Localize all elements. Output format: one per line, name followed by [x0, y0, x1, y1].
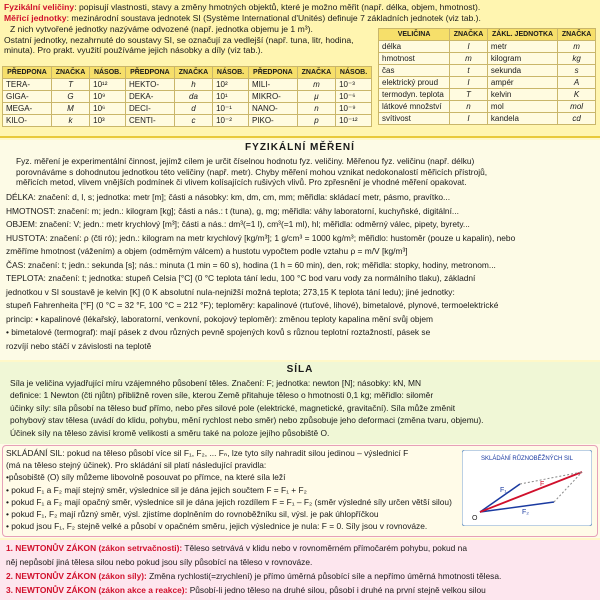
prefix-cell: NANO-: [248, 103, 297, 115]
si-col-header: ZNAČKA: [558, 29, 596, 41]
prefix-cell: h: [174, 79, 212, 91]
newton-law-name: 3. NEWTONŮV ZÁKON (zákon akce a reakce):: [6, 585, 188, 595]
si-row: [379, 113, 596, 125]
text-line: Účinek síly na těleso závisí kromě velikosti a směru také na poloze jejího působiště O.: [10, 427, 330, 438]
si-row: [379, 101, 596, 113]
text-line: princip: • kapalinové (lékařský, laboratorní, venkovní, pokojový teploměr): změnou teploty kapalina mění svůj objem: [6, 313, 434, 324]
text-line: SKLÁDÁNÍ SIL: pokud na těleso působí více sil F₁, F₂, ... Fₙ, lze tyto síly nahradit silou jedinou – výslednicí F: [6, 448, 409, 458]
text-line: účinky síly: síla působí na těleso buď přímo, nebo přes silové pole (elektrické, magnetické, gravitační). Síla může změnit: [10, 402, 456, 413]
intro-text-2: : mezinárodní soustava jednotek SI (Système International d'Unités) definuje 7 základních jednotek (viz tab.).: [66, 13, 481, 23]
text-line: pohybový stav tělesa (uvádí do klidu, pohybu, mění rychlost nebo směr) nebo způsobuje jeho deformaci (změna tvaru, objemu).: [10, 415, 484, 426]
si-cell: m: [450, 53, 488, 65]
prefix-cell: M: [51, 103, 89, 115]
parallelogram-figure: [462, 450, 592, 526]
prefix-col-header: PŘEDPONA: [3, 67, 52, 79]
newton-law-line: [6, 571, 501, 581]
prefix-cell: μ: [297, 91, 335, 103]
prefix-cell: MILI-: [248, 79, 297, 91]
si-cell: A: [558, 77, 596, 89]
prefix-cell: k: [51, 115, 89, 127]
newton-law-text: Změna rychlosti(=zrychlení) je přímo úměrná působící síle a nepřímo úměrná hmotnosti tělesa.: [149, 571, 502, 581]
si-cell: s: [558, 65, 596, 77]
prefix-cell: HEKTO-: [125, 79, 174, 91]
text-line: (má na těleso stejný účinek). Pro skládání sil platí následující pravidla:: [6, 460, 267, 471]
prefix-cell: d: [174, 103, 212, 115]
prefix-col-header: NÁSOB.: [90, 67, 126, 79]
newton-laws-section: [0, 540, 600, 600]
figure-title: SKLÁDÁNÍ RŮZNOBĚŽNÝCH SIL: [480, 456, 574, 462]
term-fyzikalni-veliciny: Fyzikální veličiny: [4, 2, 75, 12]
text-line: ČAS: značení: t; jedn.: sekunda [s]; nás.: minuta (1 min = 60 s), hodina (1 h = 60 min), den, rok; měřidla: stopky, hodiny, metronom...: [6, 259, 496, 270]
newton-law-line: [6, 585, 486, 595]
force-addition-section: [0, 444, 600, 538]
si-col-header: VELIČINA: [379, 29, 450, 41]
si-cell: l: [450, 41, 488, 53]
si-row: [379, 89, 596, 101]
label-f: F: [540, 481, 545, 488]
prefix-cell: GIGA-: [3, 91, 52, 103]
text-line: Fyz. měření je experimentální činnost, jejímž cílem je určit číselnou hodnotu fyz. veličiny. Měřenou fyz. veličinu (např. délku): [16, 156, 475, 166]
prefix-cell: 10⁻³: [336, 79, 372, 91]
prefix-col-header: ZNAČKA: [51, 67, 89, 79]
prefix-cell: 10⁻¹: [213, 103, 249, 115]
prefix-cell: 10¹: [213, 91, 249, 103]
prefix-cell: p: [297, 115, 335, 127]
prefix-table: [2, 66, 372, 127]
prefix-cell: n: [297, 103, 335, 115]
si-cell: hmotnost: [379, 53, 450, 65]
si-cell: I: [450, 113, 488, 125]
si-cell: látkové množství: [379, 101, 450, 113]
text-line: TEPLOTA: značení: t; jednotka: stupeň Celsia [°C] (0 °C teplota tání ledu, 100 °C bod varu vody za normálního tlaku), základní: [6, 273, 476, 283]
measurement-section: [0, 140, 600, 360]
prefix-cell: 10⁻²: [213, 115, 249, 127]
si-cell: metr: [487, 41, 557, 53]
si-row: [379, 77, 596, 89]
prefix-cell: 10⁻⁹: [336, 103, 372, 115]
text-line: rozvíjí nebo stáčí v závislosti na teplotě: [6, 340, 152, 351]
prefix-cell: 10¹²: [90, 79, 126, 91]
si-cell: svítivost: [379, 113, 450, 125]
prefix-row: [3, 115, 372, 127]
prefix-col-header: PŘEDPONA: [248, 67, 297, 79]
si-cell: kelvin: [487, 89, 557, 101]
si-cell: termodyn. teplota: [379, 89, 450, 101]
si-cell: ampér: [487, 77, 557, 89]
text-line: HMOTNOST: značení: m; jedn.: kilogram [kg]; části a nás.: t (tuna), g, mg; měřidla: váhy laboratorní, kuchyňské, digitální...: [6, 205, 459, 216]
prefix-cell: 10³: [90, 115, 126, 127]
si-row: [379, 65, 596, 77]
text-line: • pokud F₁ a F₂ mají opačný směr, výslednice sil je dána jejich rozdílem F = F₁ – F₂ (směr výsledné síly určen větší silou): [6, 496, 452, 507]
si-cell: čas: [379, 65, 450, 77]
prefix-cell: DEKA-: [125, 91, 174, 103]
text-line: změříme hmotnost (vážením) a objem (odměrným válcem) a hustotu vypočtem podle vztahu ρ = m/V [kg/m³]: [6, 246, 408, 256]
prefix-cell: MEGA-: [3, 103, 52, 115]
label-f1: F₁: [500, 487, 507, 494]
newton-law-name: 1. NEWTONŮV ZÁKON (zákon setrvačnosti):: [6, 543, 183, 553]
si-cell: T: [450, 89, 488, 101]
prefix-cell: 10⁻⁶: [336, 91, 372, 103]
si-cell: kilogram: [487, 53, 557, 65]
newton-law-line: [6, 557, 312, 567]
text-line: OBJEM: značení: V; jedn.: metr krychlový [m³]; části a nás.: dm³(=1 l), cm³(=1 ml), hl; měřidla: odměrný válec, pipety, byrety...: [6, 219, 470, 229]
si-cell: mol: [558, 101, 596, 113]
intro-line-4: Ostatní jednotky, nezahrnuté do soustavy SI, se označují za vedlejší (např. tuna, litr, hodina, minuta). Pro prakt. využití používáme jejich násobky a díly (viz tab.).: [4, 35, 354, 56]
prefix-cell: TERA-: [3, 79, 52, 91]
text-line: jednotkou v SI soustavě je kelvin [K] (0 K absolutní nula-nejnižší možná teplota; 273,15 K teplota tání ledu); jiné jednotky:: [6, 286, 455, 297]
text-line: • pokud F₁ a F₂ mají stejný směr, výslednice sil je dána jejich součtem F = F₁ + F₂: [6, 484, 307, 495]
text-line: měřicích metod, vlivem vnějších podmínek či vlivem kolísajících rušivých vlivů. Pro zpřesnění je vhodné měření opakovat.: [16, 177, 467, 187]
prefix-cell: 10²: [213, 79, 249, 91]
si-cell: elektrický proud: [379, 77, 450, 89]
newton-law-text: Působí-li jedno těleso na druhé silou, působí i druhé na první stejně velkou silou: [189, 585, 486, 595]
si-cell: t: [450, 65, 488, 77]
si-col-header: ZNAČKA: [450, 29, 488, 41]
text-line: porovnáváme s dohodnutou jednotkou této veličiny (např. metr). Chyby měření mohou vznikat nedokonalostí měřicích přístrojů,: [16, 166, 488, 177]
intro-section: [0, 0, 600, 138]
prefix-row: [3, 91, 372, 103]
measurement-title: FYZIKÁLNÍ MĚŘENÍ: [245, 142, 355, 153]
prefix-cell: T: [51, 79, 89, 91]
intro-line-1: [4, 2, 480, 12]
term-merici-jednotky: Měřicí jednotky: [4, 13, 67, 23]
prefix-col-header: ZNAČKA: [174, 67, 212, 79]
prefix-cell: 10⁶: [90, 103, 126, 115]
prefix-col-header: PŘEDPONA: [125, 67, 174, 79]
prefix-table-header: [3, 67, 372, 79]
si-table-header: [379, 29, 596, 41]
prefix-cell: PIKO-: [248, 115, 297, 127]
newton-law-text: Těleso setrvává v klidu nebo v rovnoměrném přímočarém pohybu, pokud na: [184, 543, 467, 553]
prefix-cell: MIKRO-: [248, 91, 297, 103]
text-line: Síla je veličina vyjadřující míru vzájemného působení těles. Značení: F; jednotka: newton [N]; násobky: kN, MN: [10, 378, 422, 388]
text-line: HUSTOTA: značení: ρ (čti ró); jedn.: kilogram na metr krychlový [kg/m³]; 1 g/cm³ = 1000 kg/m³; měřidlo: hustoměr (pouze u kapalin), nebo: [6, 232, 516, 243]
text-line: •působiště (O) síly můžeme libovolně posouvat po přímce, na které síla leží: [6, 472, 286, 483]
force-title: SÍLA: [286, 364, 314, 375]
prefix-cell: c: [174, 115, 212, 127]
intro-text-1: : popisují vlastnosti, stavy a změny hmotných objektů, které je možno měřit (např. délka, objem, hmotnost).: [74, 2, 481, 12]
si-cell: m: [558, 41, 596, 53]
text-line: stupeň Fahrenheita [°F] (0 °C = 32 °F, 100 °C = 212 °F); teploměry: kapalinové (rtuťové, lihové), bimetalové, plynové, termoelektrické: [6, 300, 499, 310]
prefix-row: [3, 103, 372, 115]
si-cell: kg: [558, 53, 596, 65]
prefix-cell: da: [174, 91, 212, 103]
text-line: • pokud F₁, F₂ mají různý směr, výsl. zjistíme doplněním do rovnoběžníku sil, výsl. je pak úhlopříčkou: [6, 509, 379, 519]
si-cell: mol: [487, 101, 557, 113]
prefix-col-header: ZNAČKA: [297, 67, 335, 79]
prefix-cell: G: [51, 91, 89, 103]
prefix-cell: KILO-: [3, 115, 52, 127]
label-f2: F₂: [522, 509, 529, 516]
newton-law-text: něj nepůsobí jiná tělesa silou nebo pokud jsou síly působící na těleso v rovnováze.: [6, 557, 313, 567]
si-units-table: [378, 28, 596, 125]
text-line: • bimetalové (termograf): mají pásek z dvou různých pevně spojených kovů s různou teplotní roztažností, pásek se: [6, 327, 431, 337]
si-cell: K: [558, 89, 596, 101]
si-cell: kandela: [487, 113, 557, 125]
prefix-cell: DECI-: [125, 103, 174, 115]
intro-line-2: [4, 13, 481, 23]
prefix-col-header: NÁSOB.: [213, 67, 249, 79]
intro-line-3: Z nich vytvořené jednotky nazýváme odvozené (např. jednotka objemu je 1 m³).: [10, 24, 313, 34]
prefix-cell: m: [297, 79, 335, 91]
si-cell: cd: [558, 113, 596, 125]
newton-law-name: 2. NEWTONŮV ZÁKON (zákon síly):: [6, 571, 147, 581]
prefix-row: [3, 79, 372, 91]
newton-law-line: [6, 543, 467, 553]
si-row: [379, 41, 596, 53]
label-o: O: [472, 515, 478, 522]
si-row: [379, 53, 596, 65]
si-cell: n: [450, 101, 488, 113]
si-cell: sekunda: [487, 65, 557, 77]
si-col-header: ZÁKL. JEDNOTKA: [487, 29, 557, 41]
text-line: • pokud jsou F₁, F₂ stejně velké a působí v opačném směru, jejich výslednice je nula: F = 0. Síly jsou v rovnováze.: [6, 521, 428, 532]
prefix-cell: 10⁹: [90, 91, 126, 103]
text-line: DÉLKA: značení: d, l, s; jednotka: metr [m]; části a násobky: km, dm, cm, mm; měřidla: skládací metr, pásmo, pravítko...: [6, 192, 451, 202]
si-cell: I: [450, 77, 488, 89]
si-cell: délka: [379, 41, 450, 53]
prefix-cell: CENTI-: [125, 115, 174, 127]
prefix-col-header: NÁSOB.: [336, 67, 372, 79]
force-section: [0, 362, 600, 444]
prefix-cell: 10⁻¹²: [336, 115, 372, 127]
text-line: definice: 1 Newton (čti njůtn) přibližně roven síle, kterou Země přitahuje těleso o hmotnosti 0,1 kg; měřidlo: siloměr: [10, 390, 434, 401]
